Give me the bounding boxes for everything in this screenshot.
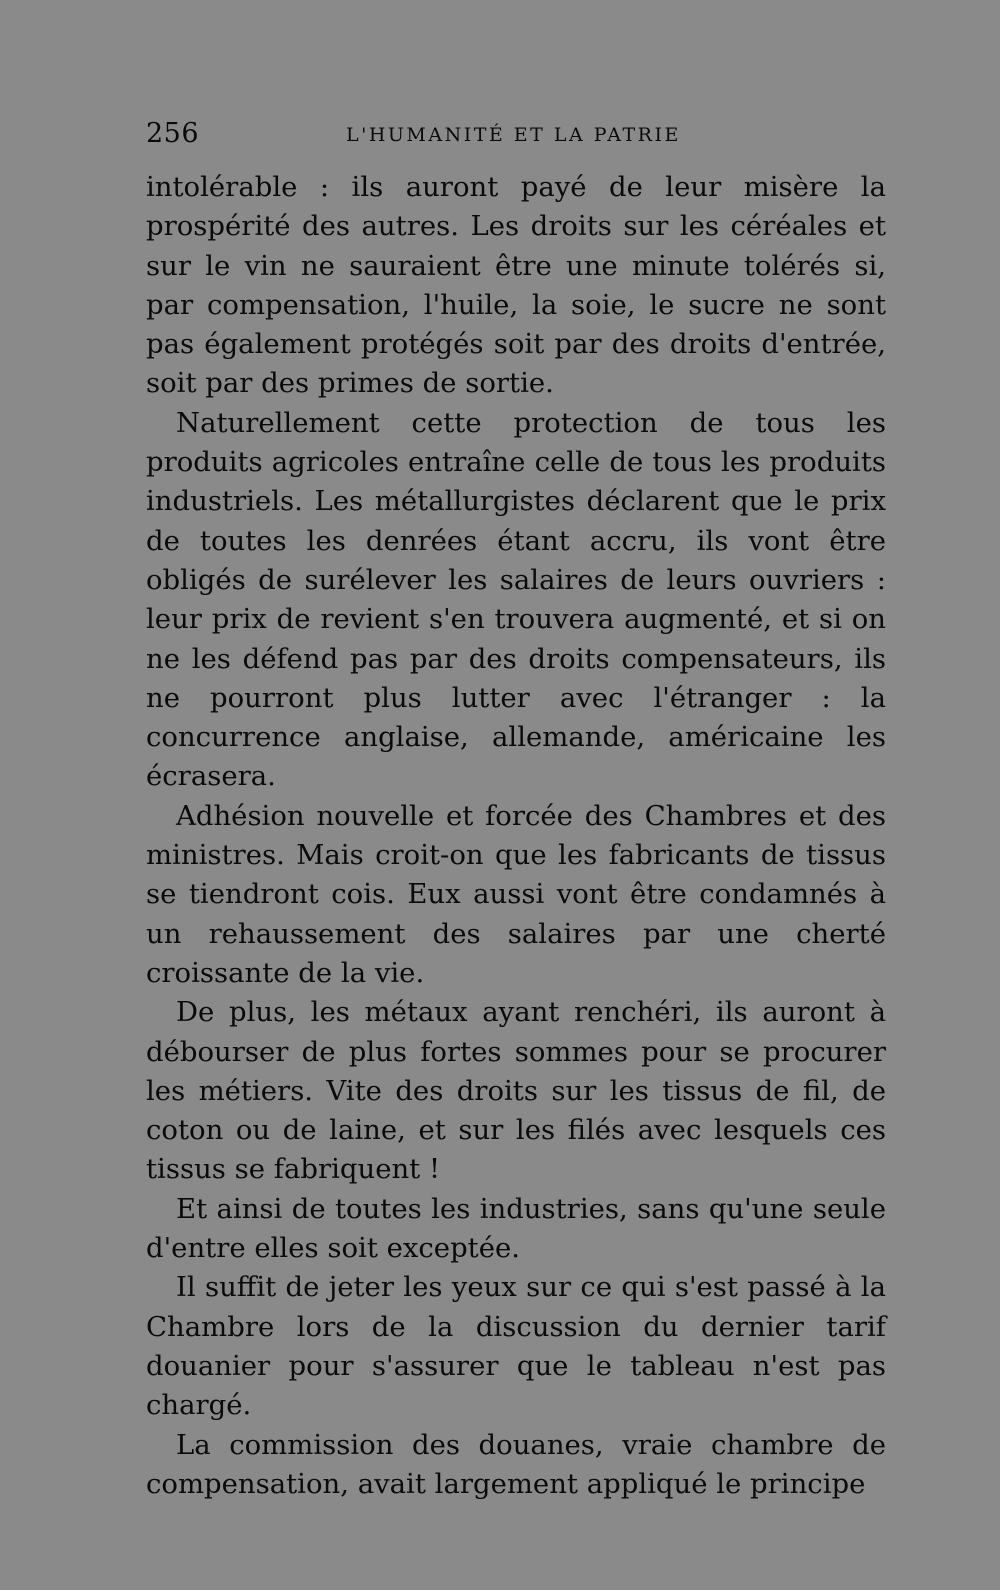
paragraph: Il suffit de jeter les yeux sur ce qui s'est passé à la Chambre lors de la discussion du dernier tarif douanier pour s'assurer que le tableau n'est pas chargé. bbox=[146, 1271, 886, 1422]
paragraph: intolérable : ils auront payé de leur misère la prospérité des autres. Les droits sur les céréales et sur le vin ne sauraient être une minute tolérés si, par compensation, l'huile, la soie, le sucre ne sont pas également protégés soit par des droits d'entrée, soit par des primes de sortie. bbox=[146, 171, 886, 400]
page-number: 256 bbox=[146, 118, 200, 149]
book-page bbox=[146, 118, 886, 1504]
body-text bbox=[146, 168, 886, 1504]
page-header bbox=[146, 118, 886, 158]
paragraph: Naturellement cette protection de tous les produits agricoles entraîne celle de tous les produits industriels. Les métallurgistes déclarent que le prix de toutes les denrées étant accru, ils vont être obligés de surélever les salaires de leurs ouvriers : leur prix de revient s'en trouvera augmenté, et si on ne les défend pas par des droits compensateurs, ils ne pourront plus lutter avec l'étranger : la concurrence anglaise, allemande, américaine les écrasera. bbox=[146, 406, 886, 793]
paragraph: Adhésion nouvelle et forcée des Chambres et des ministres. Mais croit-on que les fabricants de tissus se tiendront cois. Eux aussi vont être condamnés à un rehaussement des salaires par une cherté croissante de la vie. bbox=[146, 799, 886, 989]
paragraph: Et ainsi de toutes les industries, sans qu'une seule d'entre elles soit exceptée. bbox=[146, 1192, 886, 1265]
paragraph: La commission des douanes, vraie chambre de compensation, avait largement appliqué le principe bbox=[146, 1428, 886, 1500]
running-title: L'HUMANITÉ ET LA PATRIE bbox=[346, 124, 681, 146]
paragraph: De plus, les métaux ayant renchéri, ils auront à débourser de plus fortes sommes pour se procurer les métiers. Vite des droits sur les tissus de fil, de coton ou de laine, et sur les filés avec lesquels ces tissus se fabriquent ! bbox=[146, 996, 886, 1186]
